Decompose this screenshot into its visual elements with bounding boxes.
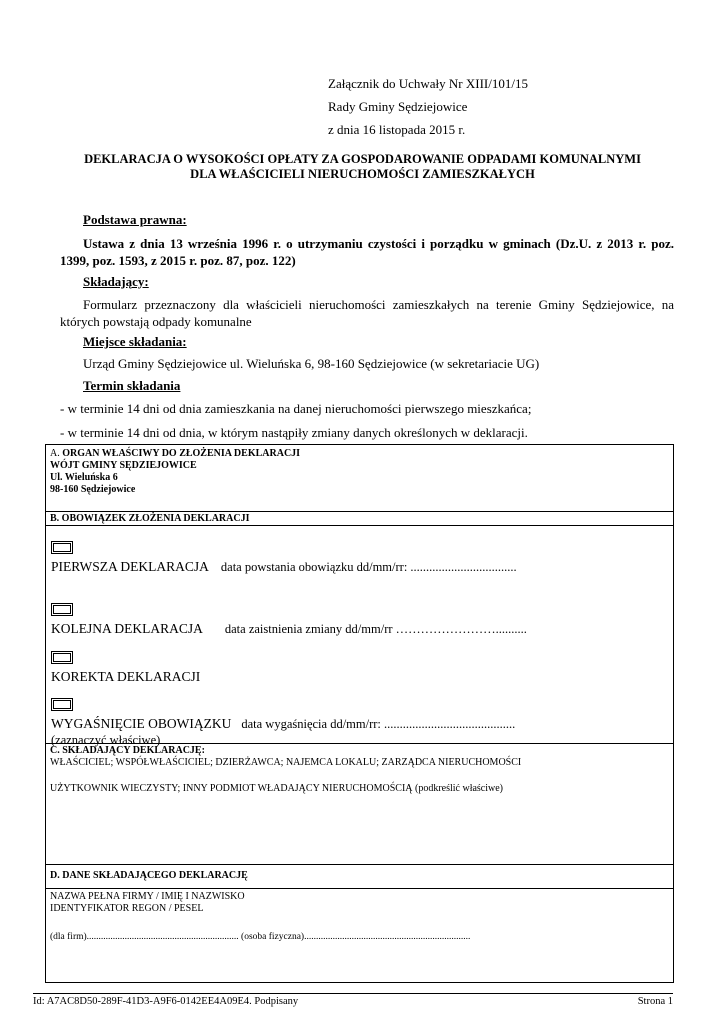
deadline-item-1: - w terminie 14 dni od dnia zamieszkania na danej nieruchomości pierwszego mieszkańca; xyxy=(60,401,532,416)
expiry-option[interactable] xyxy=(51,698,515,747)
legal-basis-line-1: Ustawa z dnia 13 września 1996 r. o utrzymaniu czystości i porządku w gminach (Dz.U. z 2013 r. poz. xyxy=(83,236,674,251)
deadline-label: Termin składania xyxy=(83,378,181,393)
first-declaration-label: PIERWSZA DEKLARACJA xyxy=(51,559,209,574)
first-declaration-option[interactable] xyxy=(51,541,517,576)
expiry-checkbox[interactable] xyxy=(51,698,73,711)
declaration-form xyxy=(45,444,674,983)
authority-city: 98-160 Sędziejowice xyxy=(50,484,136,495)
place-text: Urząd Gminy Sędziejowice ul. Wieluńska 6, 98-160 Sędziejowice (w sekretariacie UG) xyxy=(83,356,540,371)
section-a-title: ORGAN WŁAŚCIWY DO ZŁOŻENIA DEKLARACJI xyxy=(62,448,301,459)
document-title xyxy=(40,152,685,182)
section-a xyxy=(46,445,673,512)
correction-label: KOREKTA DEKLARACJI xyxy=(51,669,201,684)
authority-name: WÓJT GMINY SĘDZIEJOWICE xyxy=(50,460,197,471)
authority-street: Ul. Wieluńska 6 xyxy=(50,472,118,483)
attachment-line: Załącznik do Uchwały Nr XIII/101/15 xyxy=(328,76,528,91)
title-line-2: DLA WŁAŚCICIELI NIERUCHOMOŚCI ZAMIESZKAŁYCH xyxy=(190,167,535,181)
correction-checkbox[interactable] xyxy=(51,651,73,664)
document-id: Id: A7AC8D50-289F-41D3-A9F6-0142EE4A09E4. Podpisany xyxy=(33,996,299,1007)
filer-line-2: których powstają odpady komunalne xyxy=(60,314,252,329)
first-declaration-checkbox[interactable] xyxy=(51,541,73,554)
filer-type-line-1[interactable]: WŁAŚCICIEL; WSPÓŁWŁAŚCICIEL; DZIERŻAWCA; NAJEMCA LOKALU; ZARZĄDCA NIERUCHOMOŚCI xyxy=(50,757,522,768)
id-field-label: IDENTYFIKATOR REGON / PESEL xyxy=(50,903,204,914)
place-label: Miejsce składania: xyxy=(83,334,187,349)
council-line: Rady Gminy Sędziejowice xyxy=(328,99,468,114)
legal-basis-text xyxy=(60,235,674,269)
identifier-input-line[interactable]: (dla firm)................................................................ (osoba fizyczna)...................................................................... xyxy=(50,932,471,942)
filer-line-1: Formularz przeznaczony dla właścicieli nieruchomości zamieszkałych na terenie Gminy Sędziejowice, na xyxy=(83,297,674,312)
filer-label: Składający: xyxy=(83,274,149,289)
section-a-prefix: A. xyxy=(50,448,63,459)
footer-divider xyxy=(33,993,673,994)
deadline-item-2: - w terminie 14 dni od dnia, w którym nastąpiły zmiany danych określonych w deklaracji. xyxy=(60,425,528,440)
next-declaration-option[interactable] xyxy=(51,603,527,638)
section-c xyxy=(46,744,673,865)
legal-basis-label: Podstawa prawna: xyxy=(83,212,187,227)
name-field-label: NAZWA PEŁNA FIRMY / IMIĘ I NAZWISKO xyxy=(50,891,245,902)
legal-basis-line-2: 1399, poz. 1593, z 2015 r. poz. 87, poz. 122) xyxy=(60,253,296,268)
filer-type-line-2[interactable]: UŻYTKOWNIK WIECZYSTY; INNY PODMIOT WŁADAJĄCY NIERUCHOMOŚCIĄ (podkreślić właściwe) xyxy=(50,783,504,794)
title-line-1: DEKLARACJA O WYSOKOŚCI OPŁATY ZA GOSPODAROWANIE ODPADAMI KOMUNALNYMI xyxy=(84,152,641,166)
next-declaration-date[interactable]: data zaistnienia zmiany dd/mm/rr …………………….......... xyxy=(224,622,527,636)
expiry-label: WYGAŚNIĘCIE OBOWIĄZKU xyxy=(51,716,232,731)
section-d xyxy=(46,889,673,981)
section-b-title: B. OBOWIĄZEK ZŁOŻENIA DEKLARACJI xyxy=(46,512,673,526)
section-b xyxy=(46,526,673,747)
correction-option[interactable] xyxy=(51,651,200,686)
first-declaration-date[interactable]: data powstania obowiązku dd/mm/rr: .................................. xyxy=(220,560,517,574)
filer-text xyxy=(60,296,674,330)
date-line: z dnia 16 listopada 2015 r. xyxy=(328,122,466,137)
section-c-title: C. SKŁADAJĄCY DEKLARACJĘ: xyxy=(50,745,205,756)
expiry-date[interactable]: data wygaśnięcia dd/mm/rr: .......................................... xyxy=(241,717,516,731)
section-d-title: D. DANE SKŁADAJĄCEGO DEKLARACJĘ xyxy=(46,865,673,889)
select-note: (zaznaczyć właściwe) xyxy=(51,733,161,747)
next-declaration-label: KOLEJNA DEKLARACJA xyxy=(51,621,203,636)
page-number: Strona 1 xyxy=(637,996,673,1007)
next-declaration-checkbox[interactable] xyxy=(51,603,73,616)
